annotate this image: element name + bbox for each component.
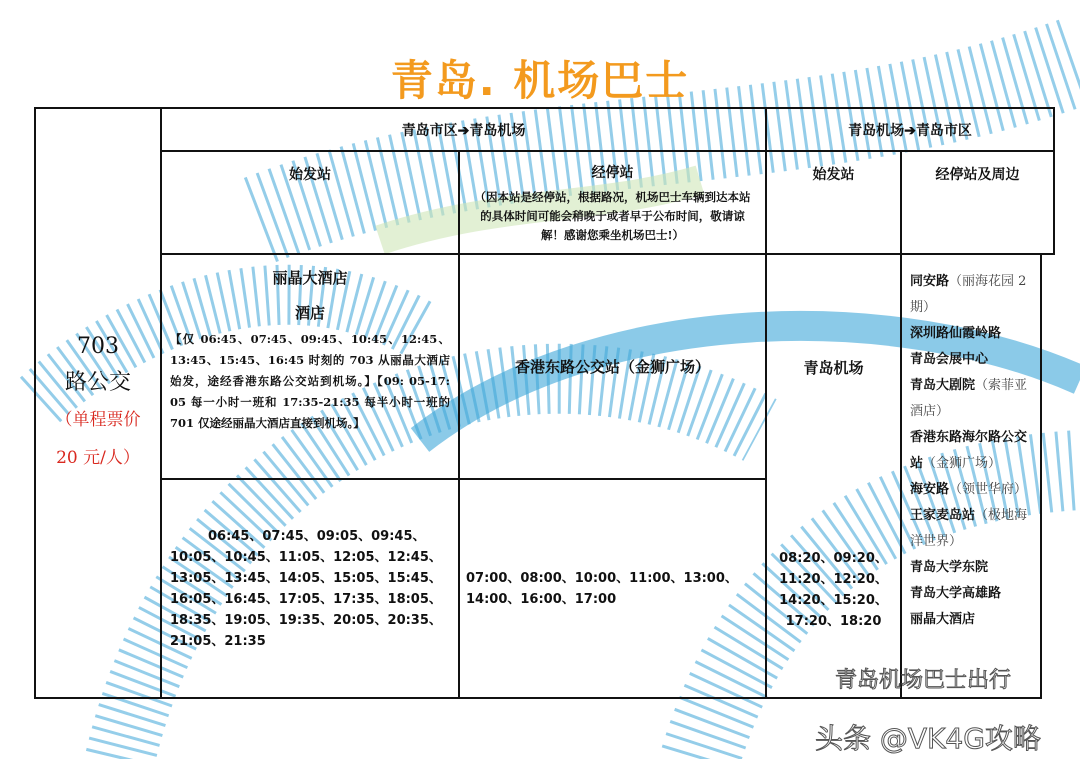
start-station-cell (160, 253, 460, 480)
stop-item (910, 425, 1032, 477)
stop-item (910, 347, 988, 373)
via-note: （因本站是经停站，根据路况，机场巴士车辆到达本站的具体时间可能会稍晚于或者早于公布时间，敬请谅解！感谢您乘坐机场巴士!） (474, 190, 751, 242)
watermark-line2: 头条 @VK4G攻略 (815, 722, 1041, 755)
header-label: 青岛机场➔青岛市区 (848, 122, 972, 139)
start-station-name2: 酒店 (294, 304, 325, 322)
airport-start-name: 青岛机场 (803, 359, 864, 377)
stop-item (910, 607, 975, 633)
stop-name: 青岛会展中心 (910, 352, 989, 367)
page-title: 青岛. 机场巴士 (390, 56, 690, 105)
stop-name: 青岛大学东院 (910, 560, 989, 575)
airport-times: 08:20、09:20、11:20、12:20、14:20、15:20、17:20、18:20 (779, 551, 888, 629)
start-station-name: 丽晶大酒店 (272, 269, 348, 287)
stop-note: （极地海洋世界） (910, 508, 1028, 549)
stop-note: （领世华府） (949, 482, 1028, 497)
stop-name: 丽晶大酒店 (910, 612, 976, 627)
via-times-cell (458, 478, 767, 699)
start-times: 06:45、07:45、09:05、09:45、10:05、10:45、11:05、12:05、12:45、13:05、13:45、14:05、15:05、15:45、16:05、16:45、17:05、17:35、18:05、18:35、19:05、19:35、20:05、20:35、21:05、21:35 (170, 528, 442, 649)
header-label: 青岛市区➔青岛机场 (401, 122, 526, 139)
fare-line2: 20 元/人） (56, 448, 140, 468)
stop-item (910, 555, 988, 581)
stops-cell (900, 253, 1042, 699)
stop-note: （金狮广场） (923, 456, 1002, 471)
stop-item (910, 581, 1001, 607)
stop-item (910, 269, 1032, 321)
airport-start-cell (765, 253, 902, 699)
header-label: 始发站 (289, 167, 331, 183)
stop-name: 王家麦岛站 (910, 508, 976, 523)
stop-name: 同安路 (910, 274, 950, 289)
header-label: 经停站 (591, 165, 634, 181)
stop-name: 海安路 (910, 482, 950, 497)
header-to-airport (160, 107, 767, 152)
header-stops-around (900, 150, 1055, 255)
stop-name: 香港东路海尔路公交站 (910, 430, 1028, 471)
route-type: 路公交 (64, 370, 131, 395)
header-via-station (458, 150, 767, 255)
stop-item (910, 503, 1032, 555)
stop-item (910, 477, 1027, 503)
via-times: 07:00、08:00、10:00、11:00、13:00、14:00、16:00、17:00 (466, 570, 738, 607)
start-times-cell (160, 478, 460, 699)
header-airport-start (765, 150, 902, 255)
via-station-name: 香港东路公交站（金狮广场） (514, 358, 710, 376)
stop-note: （丽海花园 2 期） (910, 274, 1027, 315)
stop-name: 青岛大学高雄路 (910, 586, 1002, 601)
header-label: 经停站及周边 (935, 167, 1020, 183)
header-label: 始发站 (812, 167, 855, 183)
fare-line1: （单程票价 (55, 410, 141, 430)
stop-note: （索菲亚酒店） (910, 378, 1028, 419)
route-number: 703 (77, 334, 119, 359)
route-cell (34, 107, 162, 699)
start-station-note: 【仅 06:45、07:45、09:45、10:45、12:45、13:45、15:45、16:45 时刻的 703 从丽晶大酒店始发，途经香港东路公交站到机场。】【09: 05-17: 05 每一小时一班和 17:35-21:35 每半小时一班的 701 仅途经丽晶大酒店直接到机场。】 (170, 332, 450, 430)
header-to-city (765, 107, 1055, 152)
stop-item (910, 373, 1032, 425)
stop-name: 青岛大剧院 (910, 378, 976, 393)
header-start-station (160, 150, 460, 255)
via-station-cell (458, 253, 767, 480)
stop-item (910, 321, 1001, 347)
watermark-line1: 青岛机场巴士出行 (835, 668, 1012, 693)
stop-name: 深圳路仙霞岭路 (910, 326, 1002, 341)
